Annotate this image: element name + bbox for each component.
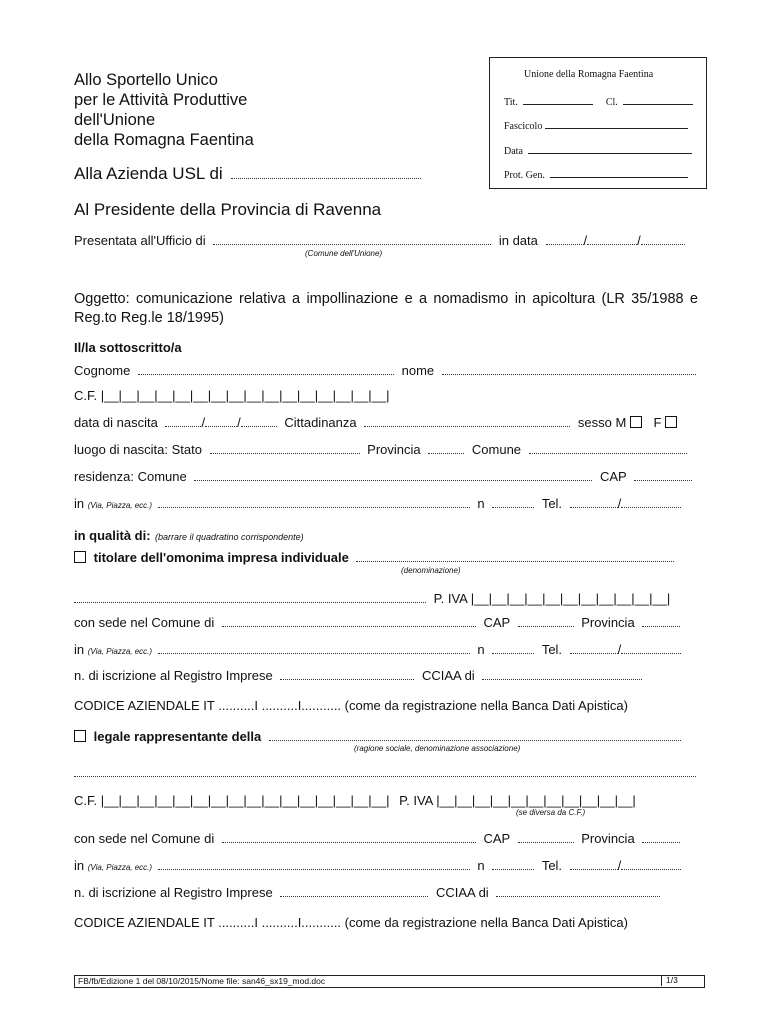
legale-piva[interactable]: P. IVA |__|__|__|__|__|__|__|__|__|__|__| [399,793,636,808]
residenza-row [74,469,692,484]
legale-tel-number-field[interactable] [621,858,681,870]
presentata-line [74,233,685,248]
civico-field[interactable] [492,496,534,508]
protocol-gen-row [504,168,688,181]
sede-provincia-field[interactable] [642,615,680,627]
n-label: n [477,858,485,873]
in-label: in [74,642,85,657]
via-hint: (Via, Piazza, ecc.) [87,501,153,510]
recipient-address [74,70,254,150]
registro-label: n. di iscrizione al Registro Imprese [74,885,273,900]
protocol-box [489,57,707,189]
tel-separator: / [617,858,622,873]
sede-civico-field[interactable] [492,642,534,654]
address-line-2: per le Attività Produttive [74,91,248,109]
protocol-box-title: Unione della Romagna Faentina [524,69,654,80]
cf-row[interactable]: C.F. |__|__|__|__|__|__|__|__|__|__|__|__|__|__|__|__| [74,388,390,403]
date-separator: / [237,415,241,430]
titolare-label: titolare dell'omonima impresa individuale [93,550,349,565]
cap-label: CAP [599,469,627,484]
data-field[interactable] [528,144,692,154]
sede-tel-prefix-field[interactable] [570,642,618,654]
legale-provincia-field[interactable] [642,831,680,843]
fascicolo-field[interactable] [545,119,688,129]
presentata-label: Presentata all'Ufficio di [74,233,206,248]
cl-field[interactable] [623,95,693,105]
sede-comune-field[interactable] [222,615,476,627]
prot-gen-label: Prot. Gen. [504,170,545,181]
data-nascita-label: data di nascita [74,415,158,430]
sede-label: con sede nel Comune di [74,831,215,846]
legale-registro-row [74,885,660,900]
qualita-hint: (barrare il quadratino corrispondente) [155,532,304,542]
cl-label: Cl. [605,97,618,108]
sede-cap-field[interactable] [518,615,574,627]
luogo-nascita-row [74,442,687,457]
president-line: Al Presidente della Provincia di Ravenna [74,200,382,219]
tel-label: Tel. [541,642,563,657]
titolare-indirizzo-row [74,642,681,657]
via-field[interactable] [158,496,470,508]
provincia-field[interactable] [428,442,464,454]
indirizzo-row [74,496,681,511]
sesso-label: sesso M [577,415,627,430]
nome-field[interactable] [442,363,696,375]
ragione-continued-row [74,764,696,782]
nascita-year-field[interactable] [241,415,277,427]
address-line-3: dell'Unione [74,111,156,129]
ragione-sociale-field[interactable] [269,729,681,741]
address-line-4: della Romagna Faentina [74,131,254,149]
tel-label: Tel. [541,496,563,511]
sesso-f-label: F [653,415,662,430]
via-hint: (Via, Piazza, ecc.) [87,647,153,656]
cciaa-label: CCIAA di [435,885,489,900]
cap-label: CAP [483,831,510,846]
titolare-row [74,550,674,565]
nome-label: nome [401,363,435,378]
presentata-month-field[interactable] [587,233,637,245]
cittadinanza-field[interactable] [364,415,570,427]
tel-number-field[interactable] [621,496,681,508]
usl-label: Alla Azienda USL di [74,164,223,183]
presentata-day-field[interactable] [546,233,584,245]
sesso-f-checkbox[interactable] [665,416,677,428]
comune-hint: (Comune dell'Unione) [305,249,383,258]
legale-sede-comune-field[interactable] [222,831,476,843]
sottoscritto-heading: Il/la sottoscritto/a [74,340,182,355]
date-separator: / [637,233,641,248]
denominazione-field[interactable] [356,550,674,562]
tit-field[interactable] [523,95,593,105]
stato-field[interactable] [210,442,360,454]
prot-gen-field[interactable] [550,168,688,178]
ragione-hint: (ragione sociale, denominazione associazione) [354,744,521,753]
comune-field[interactable] [529,442,687,454]
nascita-row [74,415,677,430]
tel-label: Tel. [541,858,563,873]
nascita-day-field[interactable] [165,415,201,427]
tel-prefix-field[interactable] [570,496,618,508]
cap-field[interactable] [634,469,692,481]
legale-cap-field[interactable] [518,831,574,843]
usl-field[interactable] [231,167,421,179]
titolare-checkbox[interactable] [74,551,86,563]
oggetto-text: Oggetto: comunicazione relativa a impollinazione e a nomadismo in apicoltura (LR 35/1988 e Reg.to Reg.le 18/1995) [74,291,698,326]
legale-cf[interactable]: C.F. |__|__|__|__|__|__|__|__|__|__|__|__|__|__|__|__| [74,793,390,808]
document-footer [74,975,705,988]
residenza-comune-field[interactable] [194,469,592,481]
legale-sede-row [74,831,680,846]
tel-separator: / [617,496,622,511]
cciaa-field[interactable] [482,668,642,680]
denominazione-continued-field[interactable] [74,591,426,603]
cap-label: CAP [483,615,510,630]
ufficio-field[interactable] [213,233,491,245]
usl-line [74,164,421,184]
in-label: in [74,496,85,511]
n-label: n [477,496,485,511]
footer-text: FB/fb/Edizione 1 del 08/10/2015/Nome file: san46_sx19_mod.doc [78,976,326,986]
legale-codice-aziendale: CODICE AZIENDALE IT ..........I ..........I........... (come da registrazione nella Banca Dati Apistica) [74,915,628,930]
cognome-row [74,363,696,378]
titolare-codice-aziendale: CODICE AZIENDALE IT ..........I ..........I........... (come da registrazione nella Banca Dati Apistica) [74,698,628,713]
legale-cf-piva-row [74,793,636,808]
presentata-year-field[interactable] [641,233,685,245]
legale-tel-prefix-field[interactable] [570,858,618,870]
address-line-1: Allo Sportello Unico [74,71,218,89]
comune-label: Comune [471,442,522,457]
legale-registro-field[interactable] [280,885,428,897]
cognome-label: Cognome [74,363,131,378]
titolare-piva[interactable]: P. IVA |__|__|__|__|__|__|__|__|__|__|__| [433,591,671,606]
residenza-label: residenza: Comune [74,469,187,484]
date-separator: / [583,233,588,248]
cittadinanza-label: Cittadinanza [284,415,357,430]
sesso-m-checkbox[interactable] [630,416,642,428]
provincia-label: Provincia [581,831,635,846]
date-separator: / [201,415,206,430]
ragione-sociale-continued-field[interactable] [74,765,696,777]
legale-checkbox[interactable] [74,730,86,742]
protocol-data-row [504,144,692,157]
qualita-heading-row [74,527,304,545]
fascicolo-label: Fascicolo [504,121,543,132]
cciaa-label: CCIAA di [421,668,475,683]
denominazione-hint: (denominazione) [401,566,461,575]
piva-hint: (se diversa da C.F.) [516,808,586,817]
titolare-registro-row [74,668,642,683]
registro-label: n. di iscrizione al Registro Imprese [74,668,273,683]
provincia-label: Provincia [581,615,635,630]
page-number: 1/3 [661,975,704,986]
cognome-field[interactable] [138,363,394,375]
data-label: Data [504,146,523,157]
in-label: in [74,858,85,873]
tel-separator: / [617,642,622,657]
tit-label: Tit. [504,97,518,108]
sede-via-field[interactable] [158,642,470,654]
registro-field[interactable] [280,668,414,680]
qualita-heading: in qualità di: [74,528,151,543]
sede-label: con sede nel Comune di [74,615,215,630]
protocol-fascicolo-row [504,119,688,132]
titolare-piva-row [74,591,670,606]
luogo-nascita-label: luogo di nascita: Stato [74,442,202,457]
nascita-month-field[interactable] [205,415,237,427]
via-hint: (Via, Piazza, ecc.) [87,863,153,872]
legale-via-field[interactable] [158,858,470,870]
legale-civico-field[interactable] [492,858,534,870]
n-label: n [477,642,485,657]
titolare-sede-row [74,615,680,630]
legale-row [74,729,681,744]
protocol-tit-row [504,95,693,108]
legale-indirizzo-row [74,858,681,873]
in-data-label: in data [498,233,538,248]
sede-tel-number-field[interactable] [621,642,681,654]
legale-cciaa-field[interactable] [496,885,660,897]
legale-label: legale rappresentante della [93,729,262,744]
provincia-label: Provincia [367,442,421,457]
